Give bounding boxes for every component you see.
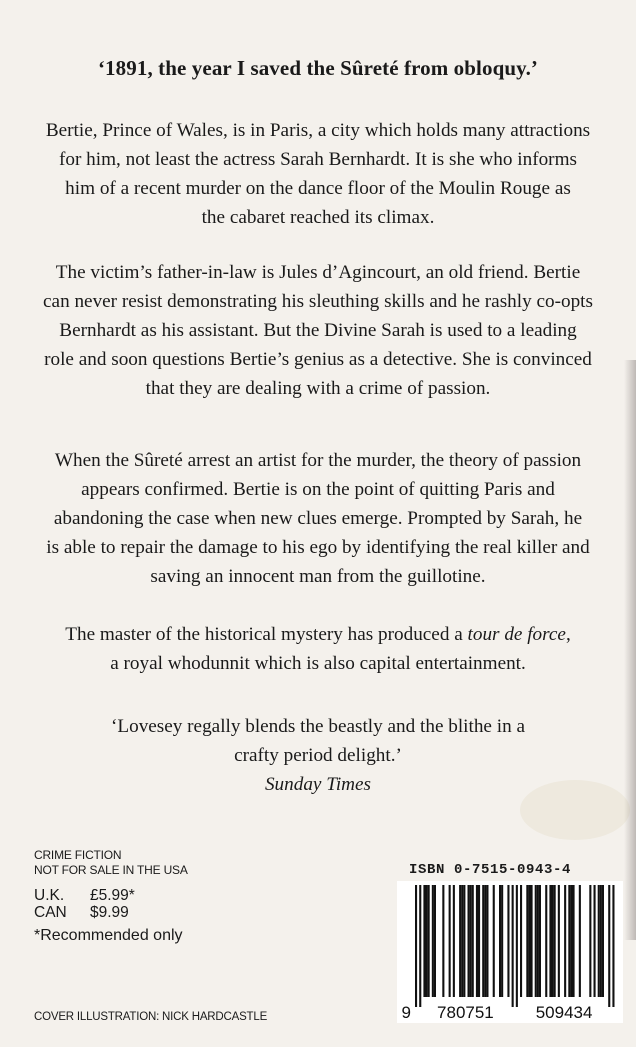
price-country: U.K. <box>34 887 65 904</box>
blurb-paragraph-2 <box>30 258 606 403</box>
barcode-bar <box>461 885 463 997</box>
barcode-bar <box>426 885 428 997</box>
barcode-bar <box>520 885 522 997</box>
category-info <box>34 848 188 878</box>
barcode-bar <box>589 885 591 997</box>
barcode <box>397 881 623 1023</box>
price-row-can <box>34 904 135 921</box>
blurb-line: The victim’s father-in-law is Jules d’Agincourt, an old friend. Bertie <box>55 262 581 283</box>
barcode-bar <box>552 885 554 997</box>
review-quote <box>30 712 606 799</box>
barcode-bar <box>545 885 547 997</box>
barcode-bar <box>486 885 488 997</box>
barcode-graphic <box>397 881 623 1023</box>
barcode-bar <box>537 885 539 997</box>
barcode-bar <box>531 885 533 997</box>
barcode-bar <box>598 885 600 997</box>
quote-line: crafty period delight.’ <box>234 745 402 766</box>
blurb-line: Bernhardt as his assistant. But the Divine Sarah is used to a leading <box>59 320 577 341</box>
price-amount: $9.99 <box>90 904 129 921</box>
barcode-bar <box>602 885 604 997</box>
blurb-line: abandoning the case when new clues emerge. Prompted by Sarah, he <box>53 508 583 529</box>
line-text: , <box>565 624 571 645</box>
isbn-label: ISBN 0-7515-0943-4 <box>409 862 572 878</box>
blurb-line: saving an innocent man from the guillotine. <box>150 566 486 587</box>
barcode-bar <box>459 885 461 997</box>
quote-line: ‘Lovesey regally blends the beastly and the blithe in a <box>110 716 525 737</box>
sale-restriction: NOT FOR SALE IN THE USA <box>34 863 188 877</box>
barcode-bar <box>423 885 425 997</box>
barcode-bar <box>539 885 541 997</box>
blurb-line: is able to repair the damage to his ego by identifying the real killer and <box>46 537 590 558</box>
blurb-line: the cabaret reached its climax. <box>201 207 435 228</box>
blurb-line: him of a recent murder on the dance floor of the Moulin Rouge as <box>65 178 571 199</box>
barcode-bar <box>419 885 421 1007</box>
barcode-bar <box>573 885 575 997</box>
barcode-bar <box>468 885 470 997</box>
blurb-line: appears confirmed. Bertie is on the point of quitting Paris and <box>81 479 555 500</box>
barcode-bar <box>449 885 451 997</box>
blurb-line: can never resist demonstrating his sleuthing skills and he rashly co-opts <box>43 291 593 312</box>
price-country: CAN <box>34 904 67 921</box>
barcode-bar <box>470 885 472 997</box>
category-label: CRIME FICTION <box>34 848 122 862</box>
blurb-line: When the Sûreté arrest an artist for the murder, the theory of passion <box>54 450 582 471</box>
barcode-bar <box>476 885 478 997</box>
recommended-note: *Recommended only <box>34 927 183 944</box>
blurb-paragraph-3 <box>30 446 606 591</box>
barcode-bar <box>526 885 528 997</box>
barcode-bar <box>554 885 556 997</box>
barcode-bar <box>484 885 486 997</box>
barcode-bar <box>472 885 474 997</box>
barcode-bar <box>478 885 480 997</box>
price-list <box>34 887 135 921</box>
blurb-paragraph-1 <box>30 116 606 232</box>
barcode-digits-right: 509434 <box>535 1003 593 1022</box>
blurb-line: Bertie, Prince of Wales, is in Paris, a city which holds many attractions <box>45 120 591 141</box>
price-amount: £5.99* <box>90 887 135 904</box>
blurb-line <box>30 620 606 649</box>
blurb-line: that they are dealing with a crime of passion. <box>145 378 491 399</box>
cover-edge-shadow <box>624 360 636 940</box>
barcode-bar <box>434 885 436 997</box>
barcode-digits-left: 780751 <box>437 1003 494 1022</box>
barcode-bar <box>516 885 518 1007</box>
barcode-bar <box>594 885 596 997</box>
line-text: The master of the historical mystery has produced a <box>65 624 468 645</box>
barcode-bar <box>463 885 465 997</box>
barcode-bar <box>507 885 509 997</box>
barcode-bar <box>442 885 444 997</box>
barcode-bar <box>453 885 455 997</box>
barcode-digit-first: 9 <box>401 1003 411 1022</box>
barcode-bar <box>570 885 572 997</box>
price-row-uk <box>34 887 135 904</box>
blurb-line: a royal whodunnit which is also capital entertainment. <box>110 653 526 674</box>
barcode-bar <box>568 885 570 997</box>
headline-quote: ‘1891, the year I saved the Sûreté from obloquy.’ <box>97 56 539 80</box>
barcode-bar <box>428 885 430 997</box>
blurb-paragraph-4 <box>30 620 606 678</box>
blurb-line: for him, not least the actress Sarah Bernhardt. It is she who informs <box>59 149 577 170</box>
barcode-bar <box>612 885 614 1007</box>
barcode-bar <box>564 885 566 997</box>
barcode-bar <box>600 885 602 997</box>
barcode-bar <box>549 885 551 997</box>
barcode-bar <box>558 885 560 997</box>
barcode-bar <box>482 885 484 997</box>
barcode-bar <box>499 885 501 997</box>
cover-credit: COVER ILLUSTRATION: NICK HARDCASTLE <box>34 1011 268 1023</box>
barcode-bar <box>415 885 417 1007</box>
italic-phrase: tour de force <box>467 624 566 645</box>
barcode-bar <box>535 885 537 997</box>
barcode-bar <box>579 885 581 997</box>
barcode-bar <box>493 885 495 997</box>
barcode-bar <box>501 885 503 997</box>
quote-source: Sunday Times <box>264 774 372 795</box>
barcode-bar <box>432 885 434 997</box>
barcode-bar <box>512 885 514 1007</box>
barcode-bar <box>608 885 610 1007</box>
blurb-line: role and soon questions Bertie’s genius as a detective. She is convinced <box>44 349 592 370</box>
barcode-bar <box>528 885 530 997</box>
